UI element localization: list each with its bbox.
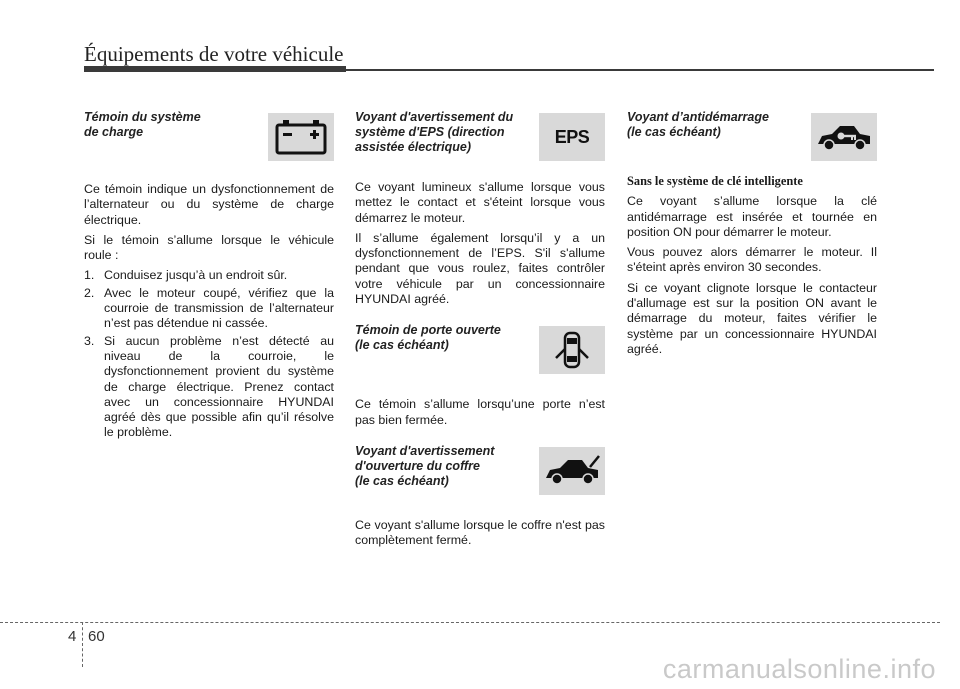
step-number: 2. <box>84 285 95 300</box>
paragraph: Ce voyant lumineux s'allume lorsque vous mettez le contact et s'éteint lorsque vous démarrez le moteur. <box>355 180 605 225</box>
paragraph: Vous pouvez alors démarrer le moteur. Il s'éteint après environ 30 secondes. <box>627 245 877 275</box>
chapter-number: 4 <box>68 628 77 645</box>
page-header-title: Équipements de votre véhicule <box>84 42 344 66</box>
eps-body <box>355 180 605 307</box>
section-title-immobilizer: Voyant d’antidémarrage (le cas échéant) <box>627 110 769 139</box>
section-title-trunk: Voyant d'avertissement d'ouverture du coffre (le cas échéant) <box>355 443 495 488</box>
paragraph: Ce voyant s'allume lorsque le coffre n'est pas complètement fermé. <box>355 517 605 548</box>
paragraph: Ce témoin indique un dysfonctionnement de l’alternateur ou du système de charge électrique. <box>84 182 334 227</box>
step-text: Si aucun problème n’est détecté au niveau de la courroie, le dysfonctionnement provient du système de charge électrique. Prenez contact avec un concessionnaire HYUNDAI agréé dès que possible afin qu’il résolve le problème. <box>104 333 334 440</box>
immobilizer-key-icon <box>811 113 877 161</box>
list-item <box>84 286 334 332</box>
step-number: 3. <box>84 333 95 348</box>
header-rule-thin <box>346 69 934 71</box>
page-number: 60 <box>88 628 105 645</box>
section-title-charging: Témoin du système de charge <box>84 110 201 139</box>
door-body <box>355 397 605 428</box>
section-trunk-open <box>355 444 605 518</box>
paragraph: Ce témoin s’allume lorsqu’une porte n’est pas bien fermée. <box>355 397 605 427</box>
column-eps-door-trunk <box>355 110 605 554</box>
watermark: carmanualsonline.info <box>662 654 936 684</box>
subheading: Sans le système de clé intelligente <box>627 174 803 188</box>
trunk-open-icon <box>539 447 605 495</box>
door-open-icon <box>539 326 605 374</box>
list-item <box>84 334 334 441</box>
column-charging-system <box>84 110 334 443</box>
paragraph: Si ce voyant clignote lorsque le contacteur d'allumage est sur la position ON avant le démarrage du moteur, faites vérifier le système par un concessionnaire HYUNDAI agréé. <box>627 280 877 356</box>
paragraph: Ce voyant s’allume lorsque la clé antidémarrage est insérée et tournée en position ON pour démarrer le moteur. <box>627 194 877 239</box>
section-charging-system <box>84 110 334 182</box>
immobilizer-body <box>627 174 877 357</box>
section-title-door: Témoin de porte ouverte (le cas échéant) <box>355 323 501 353</box>
column-immobilizer <box>627 110 877 362</box>
section-immobilizer <box>627 110 877 174</box>
footer-separator <box>82 622 83 667</box>
section-door-open <box>355 323 605 397</box>
trunk-body <box>355 518 605 549</box>
battery-icon <box>268 113 334 161</box>
paragraph: Si le témoin s’allume lorsque le véhicule roule : <box>84 232 334 263</box>
charging-body <box>84 182 334 441</box>
footer-rule <box>0 622 940 623</box>
section-eps <box>355 110 605 180</box>
paragraph: Il s’allume également lorsqu’il y a un dysfonctionnement de l’EPS. S'il s'allume pendant que vous roulez, faites contrôler votre véhicule par un concessionnaire HYUNDAI agréé. <box>355 230 605 307</box>
steps-list <box>84 268 334 440</box>
header-rule-thick <box>84 66 346 72</box>
section-title-eps: Voyant d'avertissement du système d'EPS (direction assistée électrique) <box>355 110 514 154</box>
step-text: Conduisez jusqu’à un endroit sûr. <box>104 268 288 283</box>
step-number: 1. <box>84 268 95 283</box>
list-item <box>84 268 334 283</box>
step-text: Avec le moteur coupé, vérifiez que la courroie de transmission de l’alternateur n’est pas détendue ni cassée. <box>104 285 334 331</box>
eps-icon <box>539 113 605 161</box>
eps-icon-label: EPS <box>554 126 590 147</box>
